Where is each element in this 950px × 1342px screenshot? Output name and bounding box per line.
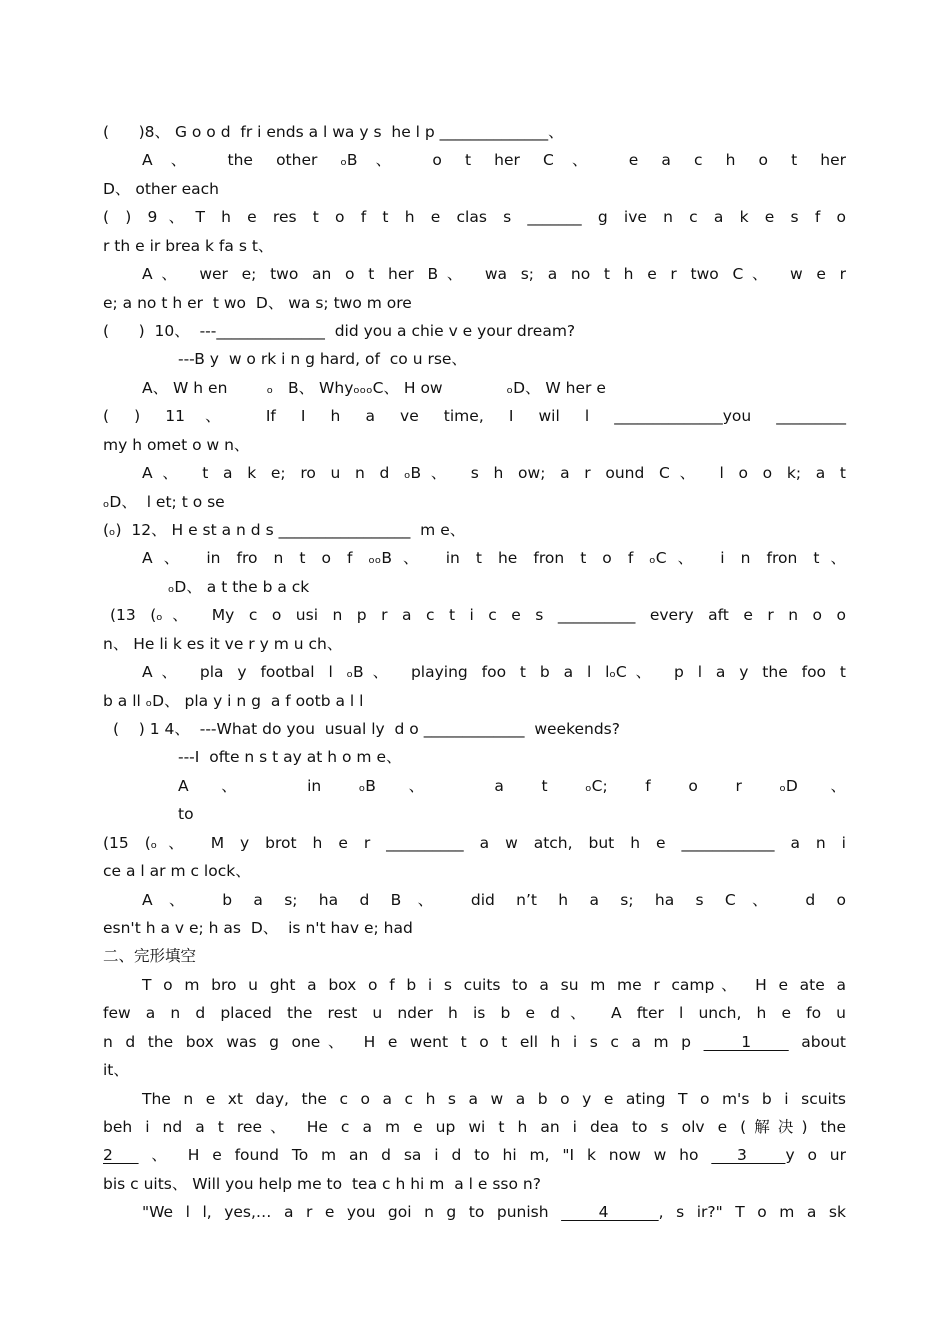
text-segment: A、 W h en ₒ B、 WhyₒₒₒC、 H ow ₒD、 W her e [142, 378, 606, 397]
text-segment: to [178, 805, 194, 824]
text-line [103, 860, 251, 882]
text-segment: A、 b a s; ha d B、 did n’t h a s; ha s C、 d o [142, 890, 846, 909]
text-line [103, 491, 225, 513]
text-line [142, 1088, 846, 1110]
text-segment: 二、完形填空 [103, 947, 197, 966]
text-segment: it、 [103, 1061, 129, 1080]
text-segment: A、 in fro n t o f ₒₒB、 in t he fron t o f ₒC、 i n fron t、 [142, 549, 846, 568]
text-segment: e; a no t h er t wo D、 wa s; two m ore [103, 293, 412, 312]
text-segment: beh i nd a t ree、 He c a m e up wi t h an i dea to s olv e (解决) the [103, 1118, 846, 1137]
text-line [142, 149, 846, 171]
text-line [103, 1002, 846, 1024]
text-line [103, 1116, 846, 1138]
text-line [103, 519, 465, 541]
text-line [103, 832, 846, 854]
text-segment: A、 t a k e; ro u n d ₒB、 s h ow; a r ound C、 l o o k; a t [142, 464, 846, 483]
text-line [142, 1201, 846, 1223]
text-segment: A、 the other ₒB、 o t her C、 e a c h o t her [142, 151, 846, 170]
text-line [142, 377, 606, 399]
text-line [178, 775, 846, 797]
text-segment: ₒD、 a t the b a ck [168, 577, 310, 596]
text-line [103, 1031, 846, 1053]
text-line [103, 121, 564, 143]
text-line [103, 235, 273, 257]
text-line [113, 718, 620, 740]
text-line [103, 434, 249, 456]
numbered-blank: 3 [711, 1146, 786, 1165]
text-segment: (15 (ₒ、 M y brot h e r __________ a w atch, but h e ____________ a n i [103, 833, 846, 852]
text-line [178, 348, 467, 370]
text-segment: ₒD、 l et; t o se [103, 492, 225, 511]
text-segment: ( ) 10、 ---______________ did you a chie v e your dream? [103, 322, 576, 340]
text-segment: , s ir?" T o m a sk [658, 1203, 846, 1222]
text-line [103, 206, 846, 228]
text-segment: n d the box was g one、 H e went t o t ell h i s c a m p [103, 1032, 704, 1051]
text-segment: D、 other each [103, 179, 219, 198]
text-line [142, 661, 846, 683]
text-line [142, 462, 846, 484]
text-line [103, 917, 413, 939]
text-segment: n、 He li k es it ve r y m u ch、 [103, 634, 343, 653]
text-segment: ---B y w o rk i n g hard, of co u rse、 [178, 350, 467, 369]
text-segment: esn't h a v e; h as D、 is n't hav e; had [103, 919, 413, 938]
text-line [103, 1059, 129, 1081]
text-line [103, 320, 575, 342]
text-segment: A、 in ₒB、 a t ₒC; f o r ₒD、 [178, 776, 846, 795]
text-line [142, 889, 846, 911]
text-line [168, 576, 309, 598]
text-segment: my h omet o w n、 [103, 435, 250, 454]
text-line [103, 292, 412, 314]
text-line [142, 974, 846, 996]
text-segment: about [788, 1032, 846, 1051]
text-segment: A、 pla y footbal l ₒB、 playing foo t b a l lₒC、 p l a y the foo t [142, 663, 846, 682]
text-segment: The n e xt day, the c o a c h s a w a b o y e ating T o m's b i scuits [142, 1089, 846, 1108]
text-segment: bis c uits、 Will you help me to tea c h hi m a l e sso n? [103, 1174, 541, 1193]
text-segment: 、 H e found To m an d sa i d to hi m, "I k now w ho [138, 1146, 712, 1165]
text-segment: "We l l, yes,… a r e you goi n g to punish [142, 1203, 562, 1222]
text-segment: A、 wer e; two an o t her B、 wa s; a no t h e r two C、 w e r [142, 265, 846, 284]
text-line [103, 690, 363, 712]
text-line [142, 263, 846, 285]
text-segment: (ₒ) 12、 H e st a n d s _________________ m e、 [103, 521, 466, 540]
text-line [103, 945, 196, 967]
text-line [103, 633, 342, 655]
text-line [142, 547, 846, 569]
text-line [178, 746, 402, 768]
text-segment: y o ur [785, 1146, 846, 1165]
text-segment: ( ) 1 4、 ---What do you usual ly d o _____________ weekends? [113, 720, 620, 739]
text-segment: few a n d placed the rest u nder h is b e d、 A fter l unch, h e fo u [103, 1004, 846, 1023]
text-line [110, 604, 846, 626]
text-segment: ce a l ar m c lock、 [103, 862, 251, 881]
text-line [103, 1144, 846, 1166]
text-segment: (13 (ₒ、 My c o usi n p r a c t i c e s __________ every aft e r n o o [110, 606, 846, 625]
text-segment: ( ) 9、T h e res t o f t h e clas s _______ g ive n c a k e s f o [103, 208, 846, 227]
numbered-blank: 4 [561, 1203, 659, 1222]
text-line [178, 803, 194, 825]
text-segment: T o m bro u ght a box o f b i s cuits to a su m me r camp、 H e ate a [142, 975, 846, 994]
text-segment: ( )8、 G o o d fr i ends a l wa y s he l p ______________、 [103, 123, 564, 141]
text-segment: ---I ofte n s t ay at h o m e、 [178, 748, 402, 767]
numbered-blank: 2 [103, 1146, 139, 1165]
text-segment: ( ) 11、 If I h a ve time, I wil l ______________you _________ [103, 407, 846, 426]
text-line [103, 1173, 541, 1195]
text-segment: r th e ir brea k fa s t、 [103, 236, 274, 255]
text-line [103, 405, 846, 427]
text-line [103, 178, 219, 200]
text-segment: b a ll ₒD、 pla y i n g a f ootb a l l [103, 691, 364, 710]
numbered-blank: 1 [703, 1032, 789, 1051]
